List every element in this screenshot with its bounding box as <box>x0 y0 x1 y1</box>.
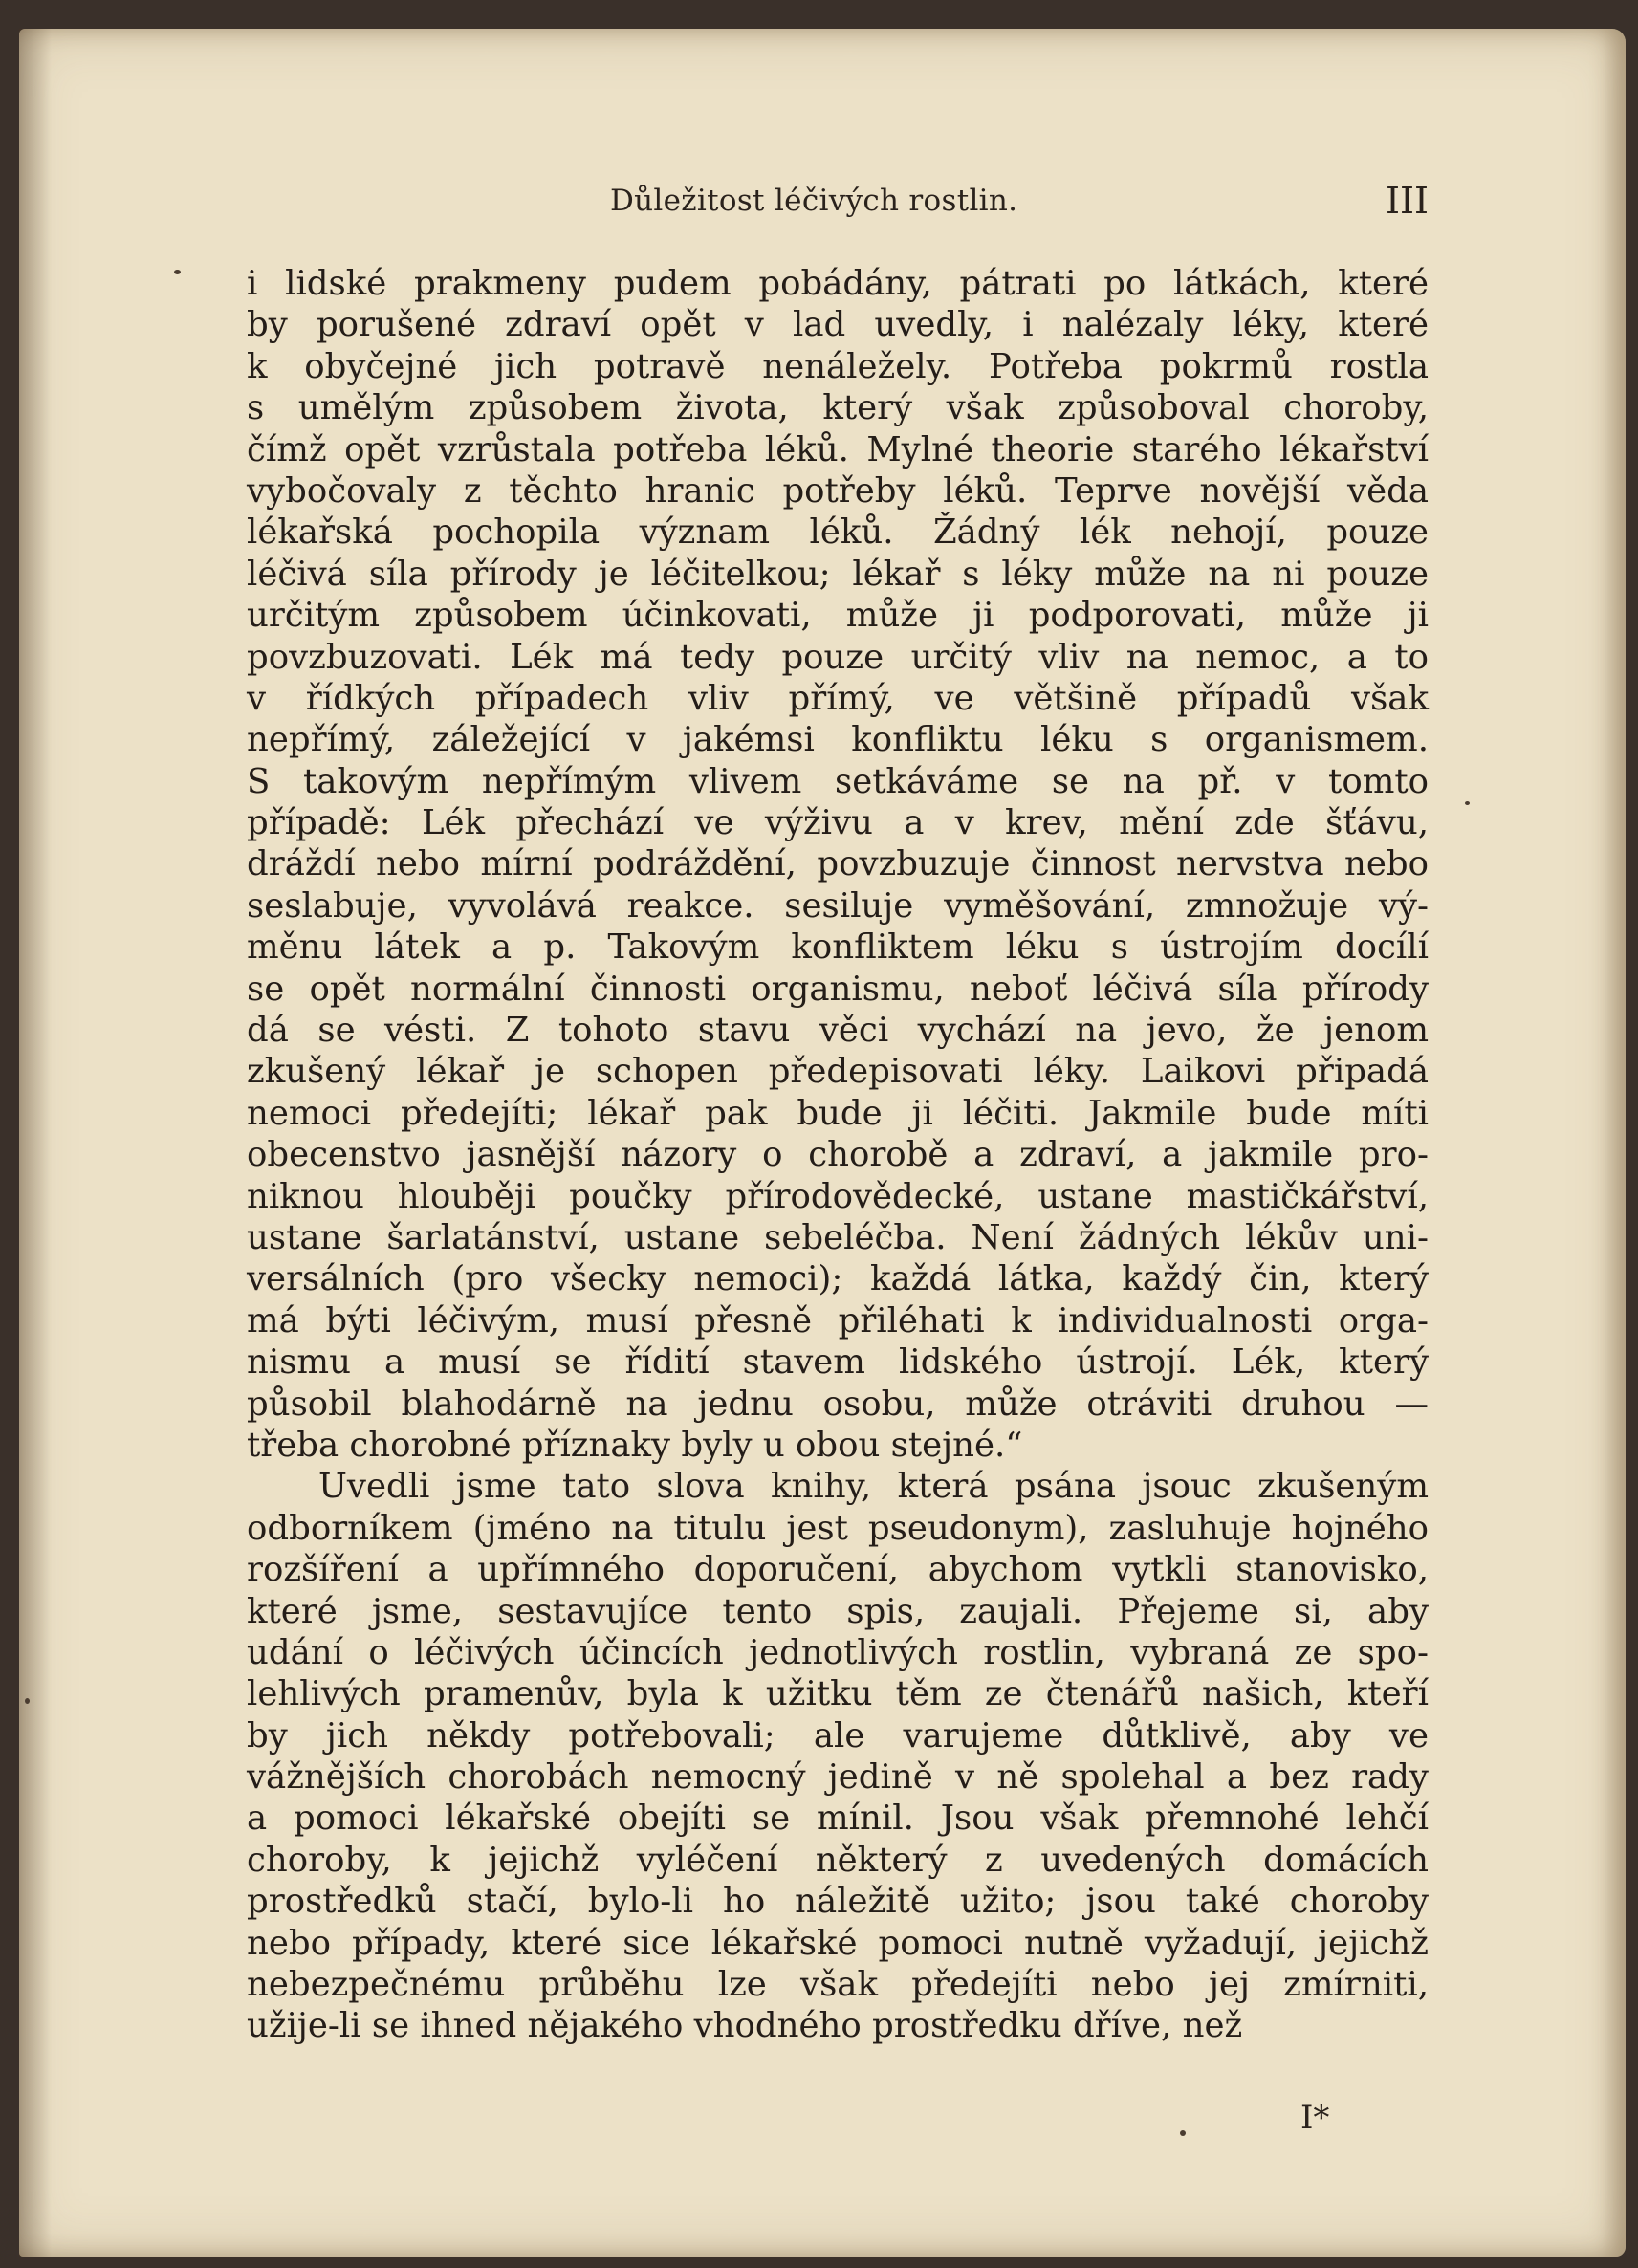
ink-speck <box>25 1698 30 1704</box>
text-line: měnu látek a p. Takovým konfliktem léku s ústrojím docílí <box>247 927 1429 968</box>
text-line: vážnějších chorobách nemocný jedině v ně spolehal a bez rady <box>247 1757 1429 1798</box>
text-line: nepřímý, záležející v jakémsi konfliktu léku s organismem. <box>247 720 1429 760</box>
text-line: ustane šarlatánství, ustane sebeléčba. Není žádných lékův uni- <box>247 1217 1429 1257</box>
text-line: S takovým nepřímým vlivem setkáváme se na př. v tomto <box>247 761 1429 801</box>
text-line: obecenstvo jasnější názory o chorobě a zdraví, a jakmile pro- <box>247 1135 1429 1175</box>
text-line: versálních (pro všecky nemoci); každá látka, každý čin, který <box>247 1259 1429 1299</box>
body-text <box>247 263 1429 2047</box>
text-line: Uvedli jsme tato slova knihy, která psána jsouc zkušeným <box>318 1467 1429 1507</box>
text-line: povzbuzovati. Lék má tedy pouze určitý vliv na nemoc, a to <box>247 637 1429 677</box>
text-line: a pomoci lékařské obejíti se mínil. Jsou však přemnohé lehčí <box>247 1799 1429 1839</box>
text-line: se opět normální činnosti organismu, neboť léčivá síla přírody <box>247 969 1429 1009</box>
text-line: zkušený lékař je schopen předepisovati léky. Laikovi připadá <box>247 1052 1429 1092</box>
ink-speck <box>174 270 181 274</box>
text-line: léčivá síla přírody je léčitelkou; lékař s léky může na ni pouze <box>247 554 1429 594</box>
text-line: lehlivých pramenův, byla k užitku těm ze čtenářů našich, kteří <box>247 1674 1429 1714</box>
text-line: určitým způsobem účinkovati, může ji podporovati, může ji <box>247 596 1429 636</box>
ink-speck <box>1465 801 1470 805</box>
text-line: rozšíření a upřímného doporučení, abychom vytkli stanovisko, <box>247 1550 1429 1590</box>
text-line: i lidské prakmeny pudem pobádány, pátrati po látkách, které <box>247 264 1429 303</box>
text-line: nismu a musí se řídití stavem lidského ústrojí. Lék, který <box>247 1342 1429 1383</box>
text-line: odborníkem (jméno na titulu jest pseudonym), zasluhuje hojného <box>247 1508 1429 1548</box>
text-line: má býti léčivým, musí přesně přiléhati k individualnosti orga- <box>247 1300 1429 1341</box>
text-line: nemoci předejíti; lékař pak bude ji léčiti. Jakmile bude míti <box>247 1093 1429 1133</box>
page-gutter-shadow <box>19 29 52 2257</box>
text-line: užije-li se ihned nějakého vhodného prostředku dříve, než <box>247 2006 1243 2046</box>
text-line: dá se vésti. Z tohoto stavu věci vychází na jevo, že jenom <box>247 1011 1429 1051</box>
text-line: nebezpečnému průběhu lze však předejíti nebo jej zmírniti, <box>247 1965 1429 2005</box>
text-line: třeba chorobné příznaky byly u obou stejné.“ <box>247 1425 1023 1465</box>
text-line: které jsme, sestavujíce tento spis, zaujali. Přejeme si, aby <box>247 1591 1429 1631</box>
text-line: lékařská pochopila význam léků. Žádný lék nehojí, pouze <box>247 512 1429 553</box>
text-line: niknou hlouběji poučky přírodovědecké, ustane mastičkářství, <box>247 1176 1429 1216</box>
text-line: působil blahodárně na jednu osobu, může otráviti druhou — <box>247 1384 1429 1424</box>
running-title: Důležitost léčivých rostlin. <box>610 184 1018 218</box>
page-header <box>247 180 1429 237</box>
text-line: s umělým způsobem života, který však způsoboval choroby, <box>247 388 1429 428</box>
text-line: dráždí nebo mírní podráždění, povzbuzuje činnost nervstva nebo <box>247 844 1429 884</box>
text-line: udání o léčivých účincích jednotlivých rostlin, vybraná ze spo- <box>247 1632 1429 1672</box>
text-line: seslabuje, vyvolává reakce. sesiluje vyměšování, zmnožuje vý- <box>247 885 1429 926</box>
text-line: by porušené zdraví opět v lad uvedly, i nalézaly léky, které <box>247 305 1429 345</box>
page-number: III <box>1385 180 1429 222</box>
text-line: prostředků stačí, bylo-li ho náležitě užito; jsou také choroby <box>247 1882 1429 1922</box>
text-line: vybočovaly z těchto hranic potřeby léků. Teprve novější věda <box>247 470 1429 511</box>
text-line: choroby, k jejichž vyléčení některý z uvedených domácích <box>247 1840 1429 1880</box>
text-line: nebo případy, které sice lékařské pomoci nutně vyžadují, jejichž <box>247 1923 1429 1963</box>
ink-speck <box>1180 2130 1186 2136</box>
signature-mark: I* <box>1300 2099 1330 2137</box>
text-line: čímž opět vzrůstala potřeba léků. Mylné theorie starého lékařství <box>247 429 1429 469</box>
text-line: by jich někdy potřebovali; ale varujeme důtklivě, aby ve <box>247 1715 1429 1756</box>
text-line: v řídkých případech vliv přímý, ve většině případů však <box>247 678 1429 718</box>
text-line: případě: Lék přechází ve výživu a v krev, mění zde šťávu, <box>247 803 1429 843</box>
text-line: k obyčejné jich potravě nenáležely. Potřeba pokrmů rostla <box>247 346 1429 386</box>
